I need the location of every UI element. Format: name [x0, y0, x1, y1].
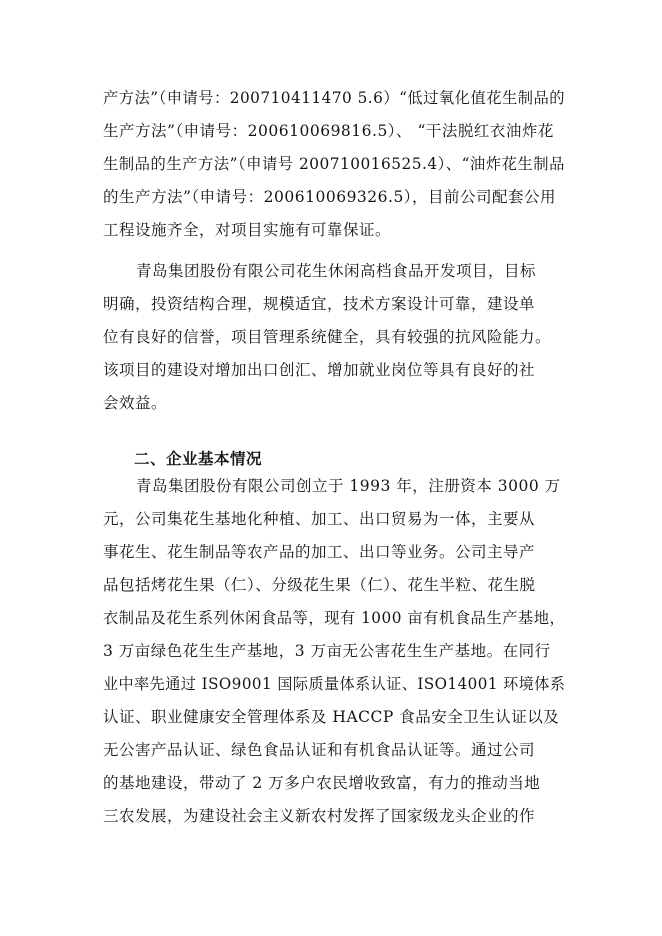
paragraph-3-line-3: 事花生、花生制品等农产品的加工、出口等业务。公司主导产	[103, 543, 536, 561]
paragraph-3-line-8: 认证、职业健康安全管理体系及 HACCP 食品安全卫生认证以及	[103, 708, 560, 726]
paragraph-3-line-2: 元，公司集花生基地化种植、加工、出口贸易为一体，主要从	[103, 510, 536, 528]
paragraph-3-line-5: 衣制品及花生系列休闲食品等，现有 1000 亩有机食品生产基地，	[103, 609, 566, 627]
paragraph-1-line-4: 的生产方法”（申请号：200610069326.5），目前公司配套公用	[103, 188, 557, 206]
paragraph-3-line-11: 三农发展，为建设社会主义新农村发挥了国家级龙头企业的作	[103, 807, 536, 825]
paragraph-2-line-1: 青岛集团股份有限公司花生休闲高档食品开发项目，目标	[136, 262, 537, 280]
paragraph-1-line-5: 工程设施齐全，对项目实施有可靠保证。	[103, 221, 392, 239]
paragraph-3-line-6: 3 万亩绿色花生生产基地，3 万亩无公害花生生产基地。在同行	[103, 642, 551, 660]
paragraph-3-line-9: 无公害产品认证、绿色食品认证和有机食品认证等。通过公司	[103, 741, 536, 759]
paragraph-1-line-3: 生制品的生产方法”（申请号 200710016525.4）、“油炸花生制品	[103, 155, 565, 173]
paragraph-3-line-7: 业中率先通过 ISO9001 国际质量体系认证、ISO14001 环境体系	[103, 675, 566, 693]
paragraph-3-line-10: 的基地建设，带动了 2 万多户农民增收致富，有力的推动当地	[103, 774, 541, 792]
paragraph-3-line-4: 品包括烤花生果（仁）、分级花生果（仁）、花生半粒、花生脱	[103, 576, 536, 594]
paragraph-1-line-2: 生产方法”（申请号：200610069816.5）、 “干法脱红衣油炸花	[103, 122, 554, 140]
section-heading: 二、企业基本情况	[134, 449, 263, 468]
paragraph-2-line-5: 会效益。	[103, 394, 168, 412]
paragraph-3-line-1: 青岛集团股份有限公司创立于 1993 年，注册资本 3000 万	[136, 477, 561, 495]
paragraph-2-line-4: 该项目的建设对增加出口创汇、增加就业岗位等具有良好的社	[103, 361, 536, 379]
paragraph-2-line-2: 明确，投资结构合理，规模适宜，技术方案设计可靠，建设单	[103, 295, 536, 313]
paragraph-1-line-1: 产方法”（申请号：200710411470 5.6）“低过氧化值花生制品的	[103, 89, 566, 107]
paragraph-2-line-3: 位有良好的信誉，项目管理系统健全，具有较强的抗风险能力。	[103, 328, 552, 346]
